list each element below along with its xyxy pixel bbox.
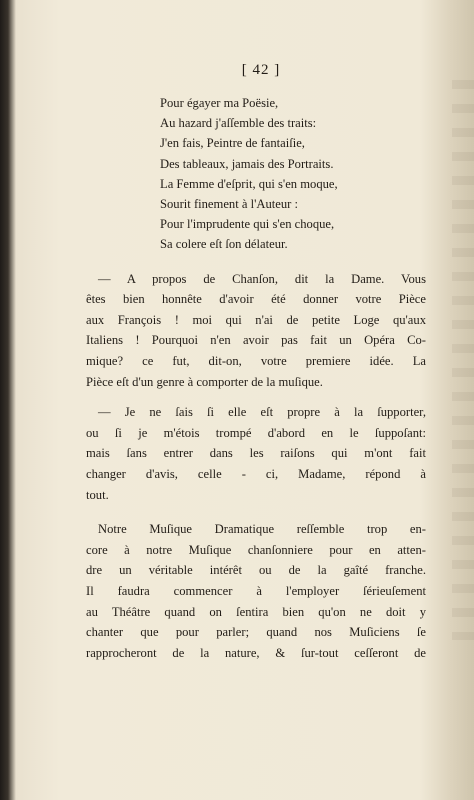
text-line: Italiens ! Pourquoi n'en avoir pas fait un Opéra Co-: [86, 333, 426, 348]
text-line: Il faudra commencer à l'employer ſérieuſement: [86, 583, 426, 598]
text-line: Pièce eſt d'un genre à comporter de la muſique.: [86, 374, 323, 389]
text-line: changer d'avis, celle - ci, Madame, répond à: [86, 466, 426, 481]
poem-line: Au hazard j'aſſemble des traits:: [160, 116, 317, 131]
text-line: tout.: [86, 487, 109, 502]
poem-line: Pour égayer ma Poësie,: [160, 96, 279, 110]
text-line: mique? ce fut, dit-on, votre premiere idée. La: [86, 354, 426, 368]
text-line: aux François ! moi qui n'ai de petite Loge qu'aux: [86, 312, 426, 327]
poem-line: J'en fais, Peintre de fantaiſie,: [160, 136, 305, 151]
poem-stanza: [160, 93, 426, 255]
poem-line: Sa colere eſt ſon délateur.: [160, 237, 288, 252]
text-line: — A propos de Chanſon, dit la Dame. Vous: [98, 271, 426, 286]
text-line: rapprocheront de la nature, & ſur-tout ceſſeront de: [86, 645, 426, 660]
paragraph-musique: [86, 519, 426, 663]
poem-line: Pour l'imprudente qui s'en choque,: [160, 217, 335, 232]
text-line: core à notre Muſique chanſonniere pour en atten-: [86, 542, 426, 557]
text-line: êtes bien honnête d'avoir été donner votre Pièce: [86, 292, 426, 307]
text-line: chanter que pour parler; quand nos Muſiciens ſe: [86, 625, 426, 640]
page-number: [ 42 ]: [241, 62, 281, 78]
text-line: ou ſi je m'étois trompé d'abord en le ſuppoſant:: [86, 425, 426, 440]
page-content: [86, 62, 426, 663]
text-line: dre un véritable intérêt ou de la gaîté franche.: [86, 563, 426, 578]
poem-line: La Femme d'eſprit, qui s'en moque,: [160, 176, 338, 191]
text-line: — Je ne ſais ſi elle eſt propre à la ſupporter,: [98, 405, 426, 420]
text-line: mais ſans entrer dans les raiſons qui m'ont fait: [86, 446, 426, 461]
poem-line: Sourit finement à l'Auteur :: [160, 197, 298, 212]
text-line: au Théâtre quand on ſentira bien qu'on ne doit y: [86, 604, 426, 619]
paragraph-chanson: [86, 269, 426, 393]
text-line: Notre Muſique Dramatique reſſemble trop en-: [98, 522, 426, 537]
paragraph-reply: [86, 402, 426, 505]
bleed-through-texture: [452, 80, 474, 640]
poem-line: Des tableaux, jamais des Portraits.: [160, 156, 334, 171]
